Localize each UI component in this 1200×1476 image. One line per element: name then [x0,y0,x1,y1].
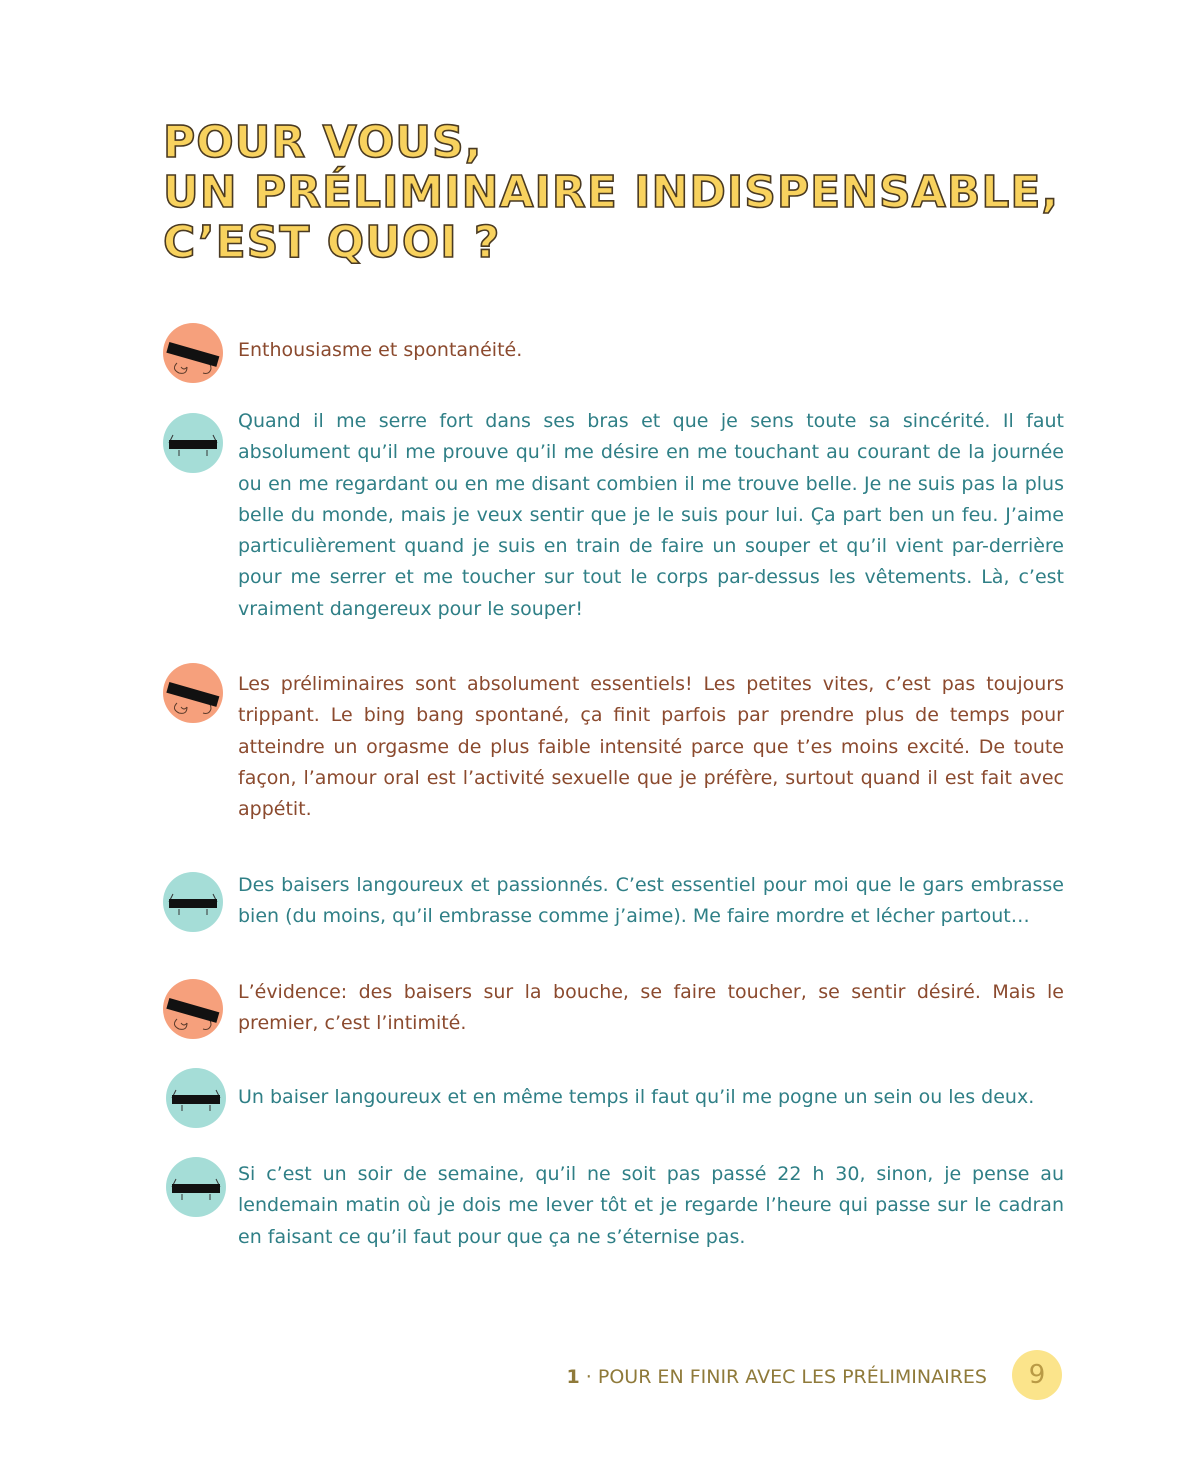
testimonial-text: Enthousiasme et spontanéité. [238,339,523,361]
page-title [163,118,1123,268]
testimonial-text: Les préliminaires sont absolument essentiels! Les petites vites, c’est pas toujours trippant. Le bing bang spontané, ça finit parfois par prendre plus de temps pour atteindre un orgasme de plus faible intensité parce que t’es moins excité. De toute façon, l’amour oral est l’activité sexuelle que je préfère, surtout quand il est fait avec appétit. [238,673,1064,821]
testimonial-text: Des baisers langoureux et passionnés. C’est essentiel pour moi que le gars embrasse bien (du moins, qu’il embrasse comme j’aime). Me faire mordre et lécher partout… [238,874,1064,928]
chapter-title: POUR EN FINIR AVEC LES PRÉLIMINAIRES [597,1366,987,1388]
censored-man-face-icon [166,1157,226,1217]
testimonial-text: L’évidence: des baisers sur la bouche, se faire toucher, se sentir désiré. Mais le premier, c’est l’intimité. [238,981,1064,1035]
title-line-1: POUR VOUS, [163,117,483,168]
testimonial-text: Un baiser langoureux et en même temps il faut qu’il me pogne un sein ou les deux. [238,1086,1035,1108]
chapter-footer [567,1361,988,1393]
page-number-badge: 9 [1012,1350,1062,1400]
chapter-separator: · [585,1366,592,1388]
testimonial-text: Quand il me serre fort dans ses bras et que je sens toute sa sincérité. Il faut absolument qu’il me prouve qu’il me désire en me touchant au courant de la journée ou en me regardant ou en me disant combien il me trouve belle. Je ne suis pas la plus belle du monde, mais je veux sentir que je le suis pour lui. Ça part ben un feu. J’aime particulièrement quand je suis en train de faire un souper et qu’il vient par-derrière pour me serrer et me toucher sur tout le corps par-dessus les vêtements. Là, c’est vraiment dangereux pour le souper! [238,410,1064,620]
censored-woman-face-icon [163,979,223,1039]
censored-man-face-icon [163,413,223,473]
censored-woman-face-icon [163,323,223,383]
title-line-3: C’EST QUOI ? [163,217,501,268]
testimonial-text: Si c’est un soir de semaine, qu’il ne soit pas passé 22 h 30, sinon, je pense au lendemain matin où je dois me lever tôt et je regarde l’heure qui passe sur le cadran en faisant ce qu’il faut pour que ça ne s’éternise pas. [238,1163,1064,1248]
censored-woman-face-icon [163,663,223,723]
censored-man-face-icon [166,1068,226,1128]
chapter-number: 1 [566,1366,580,1388]
censored-man-face-icon [163,872,223,932]
title-line-2: UN PRÉLIMINAIRE INDISPENSABLE, [163,167,1060,218]
